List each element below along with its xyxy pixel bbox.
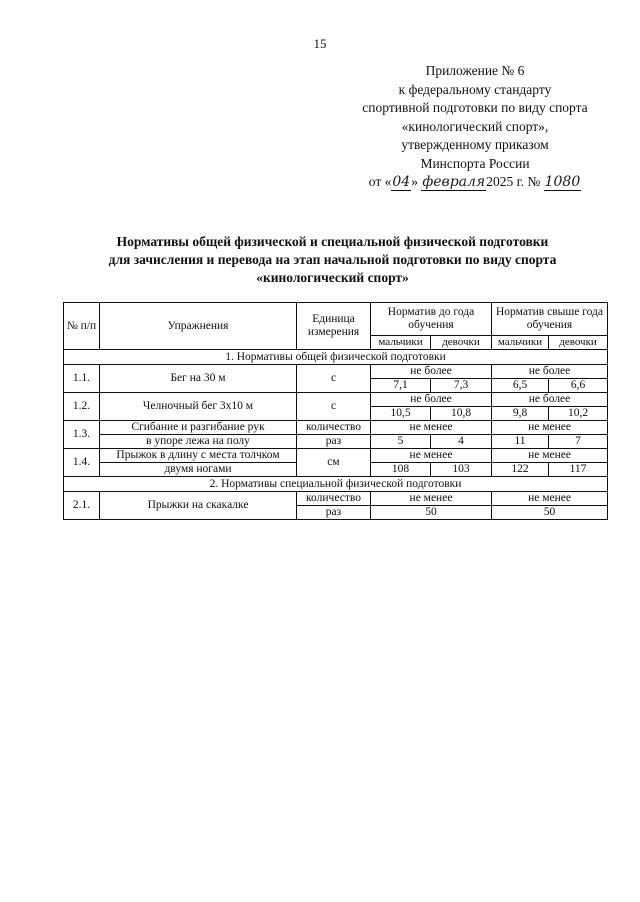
row-exercise: Бег на 30 м	[100, 365, 297, 393]
row-condition: не менее	[492, 449, 608, 463]
row-condition: не менее	[371, 421, 492, 435]
date-year: 2025 г. №	[486, 174, 541, 189]
row-exercise: Челночный бег 3х10 м	[100, 393, 297, 421]
value-girls-2: 7	[549, 435, 608, 449]
section-title: 2. Нормативы специальной физической подготовки	[64, 477, 608, 492]
row-condition: не менее	[492, 492, 608, 506]
row-exercise-line2: двумя ногами	[100, 463, 297, 477]
row-condition: не более	[371, 365, 492, 379]
row-num: 1.3.	[64, 421, 100, 449]
header-norm-up-to-year: Норматив до года обучения	[371, 303, 492, 336]
value-boys-2: 9,8	[492, 407, 549, 421]
row-unit-line1: количество	[297, 492, 371, 506]
header-girls: девочки	[431, 336, 492, 350]
value-girls-1: 4	[431, 435, 492, 449]
value-boys-2: 11	[492, 435, 549, 449]
header-unit: Единица измерения	[297, 303, 371, 350]
row-condition: не менее	[492, 421, 608, 435]
row-unit: с	[297, 393, 371, 421]
appendix-line: Минспорта России	[420, 155, 530, 171]
value-boys-1: 10,5	[371, 407, 431, 421]
section-row	[64, 350, 608, 365]
value-up-to-year: 50	[371, 506, 492, 520]
value-girls-2: 117	[549, 463, 608, 477]
row-exercise-line1: Сгибание и разгибание рук	[100, 421, 297, 435]
handwritten-day: 04	[392, 174, 411, 190]
title-line: «кинологический спорт»	[256, 270, 409, 285]
value-boys-1: 108	[371, 463, 431, 477]
row-exercise-line1: Прыжок в длину с места толчком	[100, 449, 297, 463]
row-unit: см	[297, 449, 371, 477]
table-row	[64, 449, 608, 463]
table-row	[64, 393, 608, 407]
section-row	[64, 477, 608, 492]
header-girls: девочки	[549, 336, 608, 350]
value-girls-2: 6,6	[549, 379, 608, 393]
header-boys: мальчики	[492, 336, 549, 350]
appendix-line: утвержденному приказом	[401, 137, 549, 152]
row-unit-line2: раз	[297, 506, 371, 520]
header-num: № п/п	[64, 303, 100, 350]
table-row-values	[64, 435, 608, 449]
row-exercise-line2: в упоре лежа на полу	[100, 435, 297, 449]
row-unit-line1: количество	[297, 421, 371, 435]
row-condition: не более	[492, 393, 608, 407]
row-unit-line2: раз	[297, 435, 371, 449]
appendix-header	[330, 62, 620, 192]
date-mid: »	[411, 174, 418, 189]
table-row	[64, 365, 608, 379]
header-norm-over-year: Норматив свыше года обучения	[492, 303, 608, 336]
document-title	[60, 233, 605, 287]
page-number: 15	[313, 36, 327, 51]
row-condition: не более	[492, 365, 608, 379]
norms-table	[63, 302, 608, 520]
order-date-line	[330, 173, 620, 192]
value-girls-1: 103	[431, 463, 492, 477]
appendix-line: спортивной подготовки по виду спорта	[362, 100, 588, 115]
title-line: для зачисления и перевода на этап начальной подготовки по виду спорта	[108, 252, 557, 267]
row-num: 1.2.	[64, 393, 100, 421]
table-header-row	[64, 303, 608, 336]
row-num: 2.1.	[64, 492, 100, 520]
row-num: 1.4.	[64, 449, 100, 477]
section-title: 1. Нормативы общей физической подготовки	[64, 350, 608, 365]
appendix-line: Приложение № 6	[425, 63, 525, 78]
header-exercise: Упражнения	[100, 303, 297, 350]
handwritten-month: февраля	[422, 174, 486, 190]
row-num: 1.1.	[64, 365, 100, 393]
value-girls-1: 7,3	[431, 379, 492, 393]
value-boys-2: 122	[492, 463, 549, 477]
row-exercise: Прыжки на скакалке	[100, 492, 297, 520]
value-boys-1: 5	[371, 435, 431, 449]
value-boys-2: 6,5	[492, 379, 549, 393]
value-over-year: 50	[492, 506, 608, 520]
appendix-line: к федеральному стандарту	[398, 81, 552, 97]
row-unit: с	[297, 365, 371, 393]
row-condition: не менее	[371, 449, 492, 463]
value-girls-2: 10,2	[549, 407, 608, 421]
header-boys: мальчики	[371, 336, 431, 350]
handwritten-order-number: 1080	[544, 174, 581, 190]
appendix-line: «кинологический спорт»,	[401, 118, 549, 134]
table-row	[64, 492, 608, 506]
value-girls-1: 10,8	[431, 407, 492, 421]
table-row	[64, 421, 608, 435]
title-line: Нормативы общей физической и специальной физической подготовки	[116, 234, 549, 249]
value-boys-1: 7,1	[371, 379, 431, 393]
row-condition: не менее	[371, 492, 492, 506]
row-condition: не более	[371, 393, 492, 407]
date-prefix: от «	[368, 174, 392, 189]
